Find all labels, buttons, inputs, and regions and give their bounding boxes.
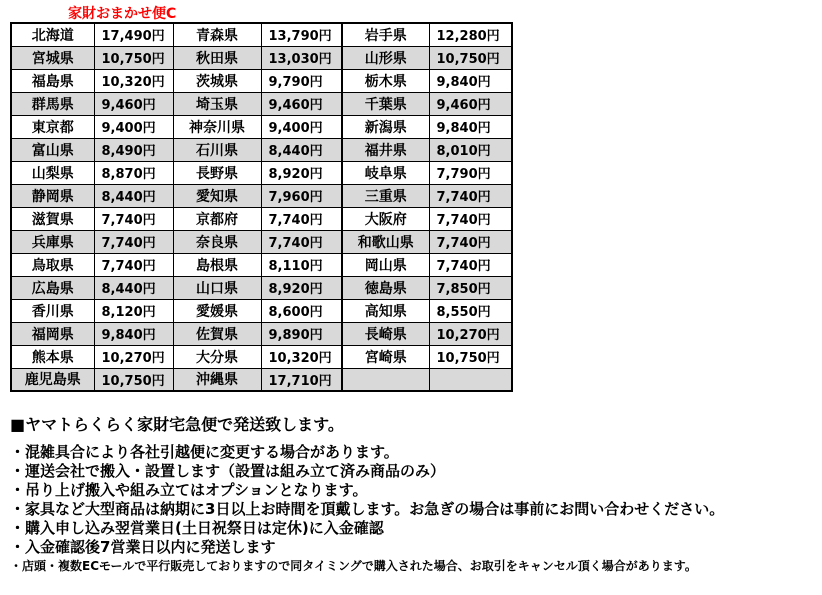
note-bullet: ・入金確認後7営業日以内に発送します [10, 538, 276, 556]
prefecture-cell: 熊本県 [11, 345, 94, 368]
prefecture-cell: 長崎県 [342, 322, 429, 345]
price-cell: 7,740円 [429, 184, 512, 207]
price-cell: 17,490円 [94, 23, 173, 46]
prefecture-cell: 兵庫県 [11, 230, 94, 253]
prefecture-cell: 愛知県 [173, 184, 261, 207]
price-cell: 10,320円 [94, 69, 173, 92]
prefecture-cell: 青森県 [173, 23, 261, 46]
prefecture-cell: 鳥取県 [11, 253, 94, 276]
prefecture-cell: 宮崎県 [342, 345, 429, 368]
prefecture-cell: 岡山県 [342, 253, 429, 276]
prefecture-cell: 大阪府 [342, 207, 429, 230]
price-cell: 10,270円 [429, 322, 512, 345]
cancellation-fine-print: ・店頭・複数ECモールで平行販売しておりますので同タイミングで購入された場合、お取引をキャンセル頂く場合があります。 [10, 559, 697, 573]
prefecture-cell: 徳島県 [342, 276, 429, 299]
prefecture-cell: 北海道 [11, 23, 94, 46]
price-cell: 13,030円 [261, 46, 342, 69]
prefecture-cell: 秋田県 [173, 46, 261, 69]
price-cell: 9,890円 [261, 322, 342, 345]
price-cell: 8,600円 [261, 299, 342, 322]
table-row [11, 69, 512, 92]
price-cell: 9,840円 [429, 69, 512, 92]
price-cell: 17,710円 [261, 368, 342, 391]
price-cell: 10,320円 [261, 345, 342, 368]
price-cell: 7,850円 [429, 276, 512, 299]
price-cell: 9,460円 [429, 92, 512, 115]
prefecture-cell: 石川県 [173, 138, 261, 161]
price-cell: 9,460円 [261, 92, 342, 115]
prefecture-cell: 福井県 [342, 138, 429, 161]
prefecture-cell: 京都府 [173, 207, 261, 230]
price-cell: 10,750円 [429, 46, 512, 69]
table-row [11, 299, 512, 322]
prefecture-cell: 愛媛県 [173, 299, 261, 322]
prefecture-cell: 鹿児島県 [11, 368, 94, 391]
prefecture-cell [342, 368, 429, 391]
price-cell: 10,750円 [94, 46, 173, 69]
price-cell: 7,740円 [429, 253, 512, 276]
price-cell: 8,550円 [429, 299, 512, 322]
price-cell: 8,440円 [261, 138, 342, 161]
price-cell [429, 368, 512, 391]
price-cell: 8,920円 [261, 161, 342, 184]
table-row [11, 46, 512, 69]
price-cell: 8,110円 [261, 253, 342, 276]
table-row [11, 345, 512, 368]
prefecture-cell: 和歌山県 [342, 230, 429, 253]
price-cell: 10,750円 [429, 345, 512, 368]
price-cell: 7,740円 [261, 207, 342, 230]
note-bullet: ・混雑具合により各社引越便に変更する場合があります。 [10, 443, 399, 461]
prefecture-cell: 埼玉県 [173, 92, 261, 115]
table-row [11, 322, 512, 345]
table-row [11, 184, 512, 207]
notes-list [10, 443, 724, 557]
price-cell: 10,750円 [94, 368, 173, 391]
note-bullet: ・購入申し込み翌営業日(土日祝祭日は定休)に入金確認 [10, 519, 384, 537]
price-cell: 8,120円 [94, 299, 173, 322]
prefecture-cell: 広島県 [11, 276, 94, 299]
price-cell: 7,740円 [261, 230, 342, 253]
price-cell: 8,490円 [94, 138, 173, 161]
price-cell: 9,460円 [94, 92, 173, 115]
prefecture-cell: 栃木県 [342, 69, 429, 92]
price-cell: 7,740円 [94, 207, 173, 230]
shipping-fee-table [10, 22, 513, 392]
prefecture-cell: 沖縄県 [173, 368, 261, 391]
table-row [11, 276, 512, 299]
price-cell: 10,270円 [94, 345, 173, 368]
prefecture-cell: 大分県 [173, 345, 261, 368]
prefecture-cell: 岐阜県 [342, 161, 429, 184]
prefecture-cell: 長野県 [173, 161, 261, 184]
price-cell: 9,400円 [94, 115, 173, 138]
table-row [11, 230, 512, 253]
prefecture-cell: 群馬県 [11, 92, 94, 115]
note-bullet: ・吊り上げ搬入や組み立てはオプションとなります。 [10, 481, 368, 499]
price-cell: 8,010円 [429, 138, 512, 161]
price-cell: 7,790円 [429, 161, 512, 184]
price-cell: 9,840円 [94, 322, 173, 345]
table-row [11, 138, 512, 161]
prefecture-cell: 千葉県 [342, 92, 429, 115]
table-row [11, 161, 512, 184]
price-cell: 12,280円 [429, 23, 512, 46]
prefecture-cell: 富山県 [11, 138, 94, 161]
price-cell: 9,400円 [261, 115, 342, 138]
prefecture-cell: 山形県 [342, 46, 429, 69]
prefecture-cell: 岩手県 [342, 23, 429, 46]
prefecture-cell: 静岡県 [11, 184, 94, 207]
table-row [11, 253, 512, 276]
price-cell: 7,740円 [94, 230, 173, 253]
price-cell: 7,960円 [261, 184, 342, 207]
price-cell: 8,870円 [94, 161, 173, 184]
price-cell: 9,840円 [429, 115, 512, 138]
prefecture-cell: 島根県 [173, 253, 261, 276]
prefecture-cell: 福島県 [11, 69, 94, 92]
prefecture-cell: 三重県 [342, 184, 429, 207]
prefecture-cell: 香川県 [11, 299, 94, 322]
table-row [11, 368, 512, 391]
prefecture-cell: 神奈川県 [173, 115, 261, 138]
prefecture-cell: 山口県 [173, 276, 261, 299]
table-title: 家財おまかせ便C [68, 6, 177, 22]
prefecture-cell: 新潟県 [342, 115, 429, 138]
prefecture-cell: 滋賀県 [11, 207, 94, 230]
prefecture-cell: 東京都 [11, 115, 94, 138]
price-cell: 8,920円 [261, 276, 342, 299]
prefecture-cell: 奈良県 [173, 230, 261, 253]
prefecture-cell: 宮城県 [11, 46, 94, 69]
table-row [11, 92, 512, 115]
price-cell: 7,740円 [94, 253, 173, 276]
note-bullet: ・運送会社で搬入・設置します（設置は組み立て済み商品のみ） [10, 462, 446, 480]
prefecture-cell: 茨城県 [173, 69, 261, 92]
price-cell: 7,740円 [429, 207, 512, 230]
shipping-fee-table-body [11, 23, 512, 391]
table-row [11, 115, 512, 138]
table-row [11, 23, 512, 46]
prefecture-cell: 福岡県 [11, 322, 94, 345]
price-cell: 9,790円 [261, 69, 342, 92]
prefecture-cell: 山梨県 [11, 161, 94, 184]
note-bullet: ・家具など大型商品は納期に3日以上お時間を頂戴します。お急ぎの場合は事前にお問い合わせください。 [10, 500, 725, 518]
prefecture-cell: 佐賀県 [173, 322, 261, 345]
price-cell: 13,790円 [261, 23, 342, 46]
price-cell: 8,440円 [94, 184, 173, 207]
table-row [11, 207, 512, 230]
price-cell: 8,440円 [94, 276, 173, 299]
prefecture-cell: 高知県 [342, 299, 429, 322]
shipping-method-heading: ■ヤマトらくらく家財宅急便で発送致します。 [10, 415, 344, 434]
price-cell: 7,740円 [429, 230, 512, 253]
